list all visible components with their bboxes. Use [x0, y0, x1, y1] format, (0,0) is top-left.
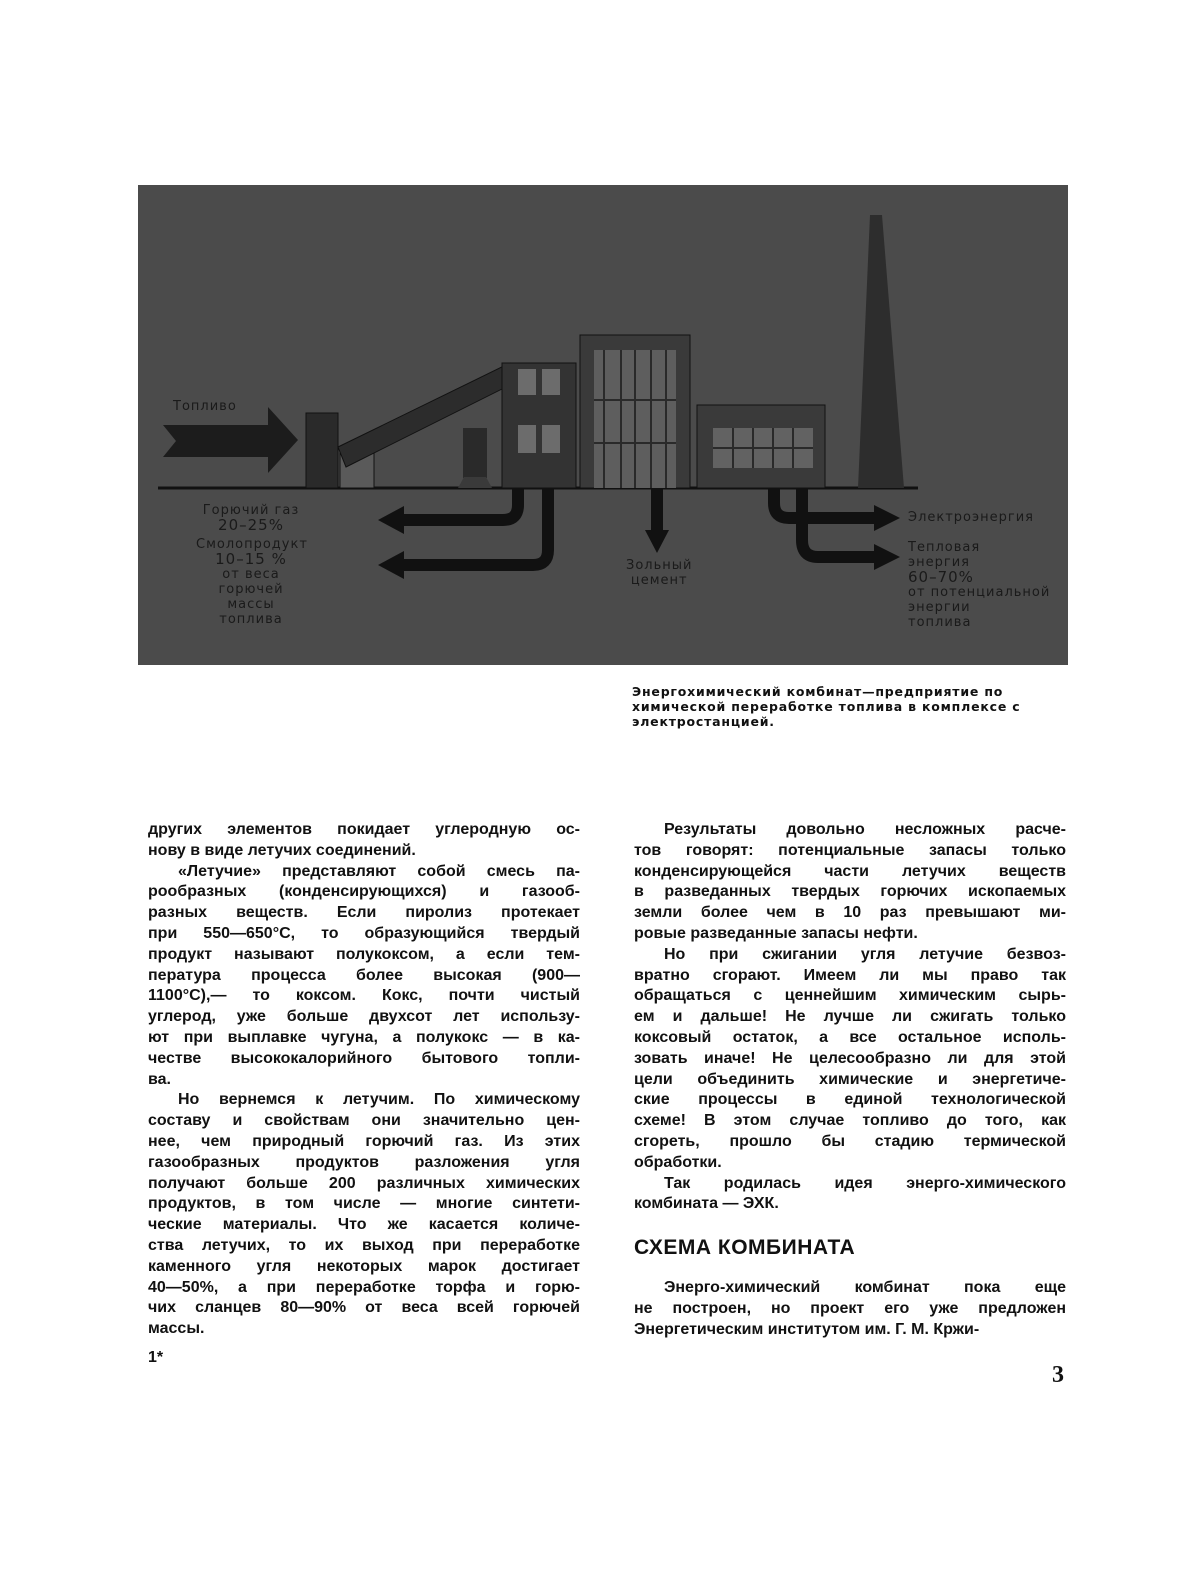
paragraph: [634, 1174, 1066, 1216]
text-line: Так родилась идея энерго-химического: [664, 1174, 1066, 1192]
building-retort: [502, 363, 576, 488]
tank-base: [458, 477, 492, 488]
text-line: продуктов, в том числе — многие синтети-: [148, 1195, 580, 1213]
label-heat-2: энергия: [908, 555, 970, 570]
label-heat-percent: 60–70%: [908, 568, 974, 586]
text-line: цели объединить химические и энергетиче-: [634, 1070, 1066, 1088]
label-heat: [908, 540, 1050, 630]
text-line: вратно сгорают. Имеем ли мы право так: [634, 966, 1066, 984]
text-line: составу и свойствам они значительно цен-: [148, 1112, 580, 1130]
text-column-left: [148, 820, 580, 1340]
fuel-arrow: [163, 407, 298, 473]
text-line: в разведанных твердых горючих ископаемых: [634, 883, 1066, 901]
label-heat-1: Тепловая: [908, 540, 981, 555]
text-line: продукт называют полукоксом, а если тем-: [148, 945, 580, 963]
paragraph: [634, 1278, 1066, 1340]
text-line: Энерго-химический комбинат пока еще: [664, 1279, 1066, 1296]
text-line: сгореть, прошло бы стадию термической: [634, 1132, 1066, 1150]
paragraph: [148, 862, 580, 1091]
text-line: комбината — ЭХК.: [634, 1195, 779, 1213]
label-combustible-gas: [196, 503, 306, 627]
text-line: честве высококалорийного бытового топли-: [148, 1049, 580, 1067]
text-line: 40—50%, а при переработке торфа и горю-: [148, 1278, 580, 1296]
text-line: других элементов покидает углеродную ос-: [148, 821, 580, 838]
text-line: ем и дальше! Не лучше ли сжигать только: [634, 1008, 1066, 1026]
text-line: нее, чем природный горючий газ. Из этих: [148, 1132, 580, 1150]
text-line: чих сланцев 80—90% от веса всей горючей: [148, 1299, 580, 1317]
figure-caption: Энергохимический комбинат—предприятие по химической переработке топлива в комплексе с электростанцией.: [632, 684, 1021, 729]
text-line: обращаться с ценнейшим химическим сырь-: [634, 987, 1066, 1005]
paragraph: [148, 1090, 580, 1340]
label-tar-percent: 10–15 %: [215, 550, 287, 568]
text-line: получают больше 200 различных химических: [148, 1174, 580, 1192]
text-line: каменного угля некоторых марок достигает: [148, 1257, 580, 1275]
text-line: Результаты довольно несложных расче-: [664, 821, 1066, 838]
label-gas-percent: 20–25%: [218, 516, 284, 534]
label-gas: Горючий газ: [202, 503, 300, 518]
text-line: рообразных (конденсирующихся) и газооб-: [148, 883, 580, 901]
text-column-right: [634, 820, 1066, 1215]
label-tar: Смолопродукт: [196, 537, 308, 552]
label-ash-2: цемент: [630, 573, 688, 588]
text-line: обработки.: [634, 1153, 722, 1171]
label-electricity: Электроэнергия: [908, 510, 1034, 525]
label-ash-cement: [626, 558, 692, 588]
text-column-right-continued: [634, 1278, 1066, 1340]
conveyor: [338, 363, 518, 467]
text-line: Но вернемся к летучим. По химическому: [178, 1091, 580, 1109]
text-line: зовать иначе! Не целесообразно ли для этой: [634, 1049, 1066, 1067]
label-tar-note-1: от веса горючей: [218, 567, 284, 597]
text-line: ва.: [148, 1070, 171, 1088]
text-line: ют при выплавке чугуна, а полукокс — в ка-: [148, 1028, 580, 1046]
text-line: земли более чем в 10 раз превышают ми-: [634, 904, 1066, 922]
text-line: 1100°С),— то коксом. Кокс, почти чистый: [148, 987, 580, 1005]
text-line: ровые разведанные запасы нефти.: [634, 924, 918, 942]
output-arrow-shafts: [400, 488, 878, 565]
page-number: 3: [1052, 1362, 1064, 1388]
label-ash-1: Зольный: [626, 558, 693, 573]
label-heat-note-3: топлива: [908, 615, 972, 630]
text-line: конденсирующейся части летучих веществ: [634, 862, 1066, 880]
text-line: тов говорят: потенциальные запасы только: [634, 841, 1066, 859]
text-line: ческие материалы. Что же касается количе-: [148, 1216, 580, 1234]
text-line: углерод, уже больше двухсот лет использу-: [148, 1008, 580, 1026]
energy-chemical-plant-illustration: [138, 185, 1068, 665]
text-line: «Летучие» представляют собой смесь па-: [178, 862, 580, 880]
text-line: Но при сжигании угля летучие безвоз-: [664, 945, 1066, 963]
label-heat-note-1: от потенциальной: [908, 585, 1051, 600]
label-tar-note-2: массы топлива: [219, 597, 283, 627]
text-line: Энергетическим институтом им. Г. М. Кржи-: [634, 1320, 980, 1338]
text-line: разных веществ. Если пиролиз протекает: [148, 904, 580, 922]
text-line: газообразных продуктов разложения угля: [148, 1153, 580, 1171]
paragraph: [634, 945, 1066, 1174]
text-line: ства летучих, то их выход при переработке: [148, 1236, 580, 1254]
tank: [463, 428, 487, 478]
paragraph: [634, 820, 1066, 945]
signature-mark: 1*: [148, 1349, 164, 1366]
section-heading: СХЕМА КОМБИНАТА: [634, 1236, 856, 1259]
paragraph: [148, 820, 580, 862]
text-line: ские процессы в единой технологической: [634, 1091, 1066, 1109]
text-line: коксовый остаток, а все остальное исполь-: [634, 1028, 1066, 1046]
label-heat-note-2: энергии: [908, 600, 971, 615]
hopper: [306, 413, 338, 488]
text-line: массы.: [148, 1320, 205, 1338]
text-line: пература процесса более высокая (900—: [148, 966, 580, 984]
text-line: не построен, но проект его уже предложен: [634, 1299, 1066, 1317]
chimney: [858, 215, 904, 488]
text-line: схеме! В этом случае топливо до того, как: [634, 1112, 1066, 1130]
text-line: при 550—650°С, то образующийся твердый: [148, 924, 580, 942]
text-line: нову в виде летучих соединений.: [148, 841, 416, 859]
label-fuel: Топливо: [173, 399, 237, 414]
